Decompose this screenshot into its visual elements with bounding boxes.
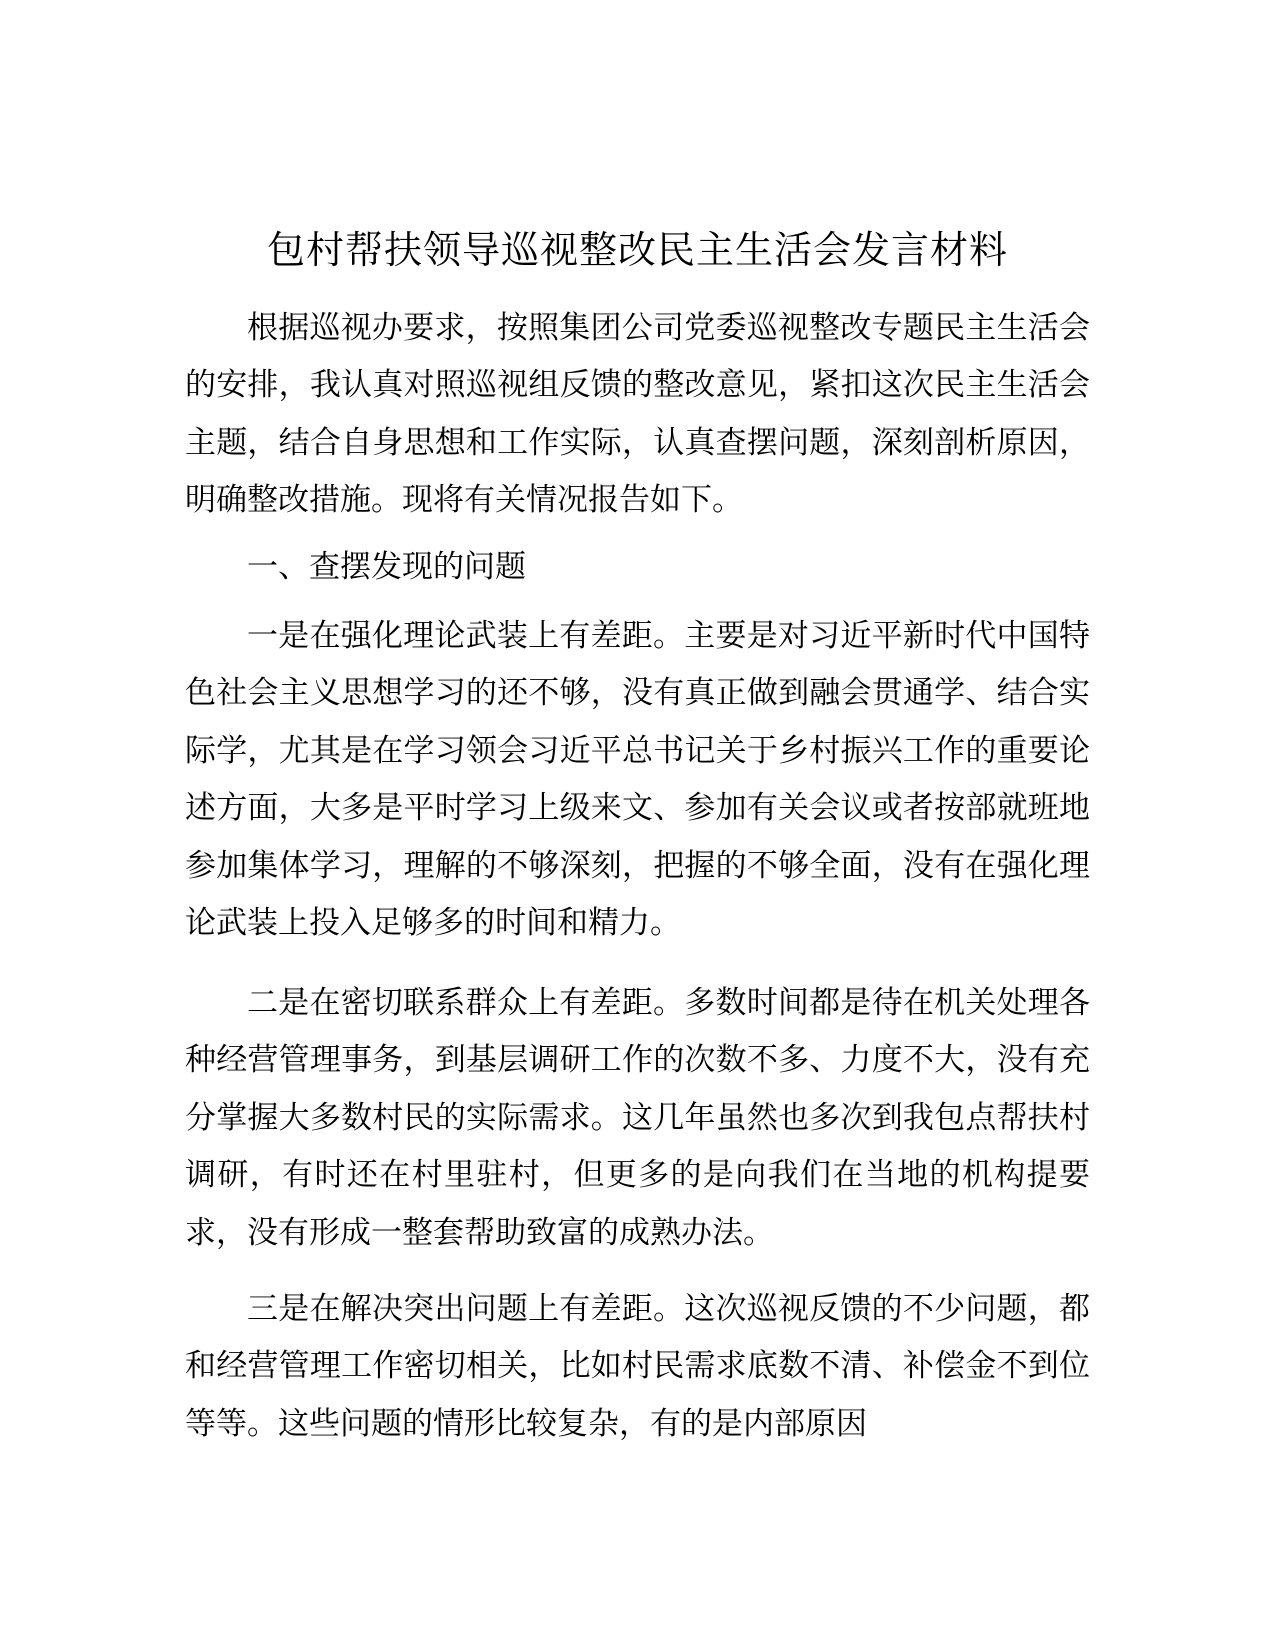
intro-paragraph: 根据巡视办要求，按照集团公司党委巡视整改专题民主生活会的安排，我认真对照巡视组反馈的整改意见，紧扣这次民主生活会主题，结合自身思想和工作实际，认真查摆问题，深刻剖析原因，明确整改措施。现将有关情况报告如下。 (185, 310, 1090, 519)
section-heading: 一、查摆发现的问题 (247, 549, 526, 585)
paragraph-second-issue: 二是在密切联系群众上有差距。多数时间都是待在机关处理各种经营管理事务，到基层调研工作的次数不多、力度不大，没有充分掌握大多数村民的实际需求。这几年虽然也多次到我包点帮扶村调研，有时还在村里驻村，但更多的是向我们在当地的机构提要求，没有形成一整套帮助致富的成熟办法。 (185, 985, 1090, 1251)
document-title: 包村帮扶领导巡视整改民主生活会发言材料 (266, 228, 1008, 272)
paragraph-first-issue: 一是在强化理论武装上有差距。主要是对习近平新时代中国特色社会主义思想学习的还不够，没有真正做到融会贯通学、结合实际学，尤其是在学习领会习近平总书记关于乡村振兴工作的重要论述方面，大多是平时学习上级来文、参加有关会议或者按部就班地参加集体学习，理解的不够深刻，把握的不够全面，没有在强化理论武装上投入足够多的时间和精力。 (185, 618, 1090, 942)
paragraph-third-issue: 三是在解决突出问题上有差距。这次巡视反馈的不少问题，都和经营管理工作密切相关，比如村民需求底数不清、补偿金不到位等等。这些问题的情形比较复杂，有的是内部原因 (185, 1291, 1090, 1442)
